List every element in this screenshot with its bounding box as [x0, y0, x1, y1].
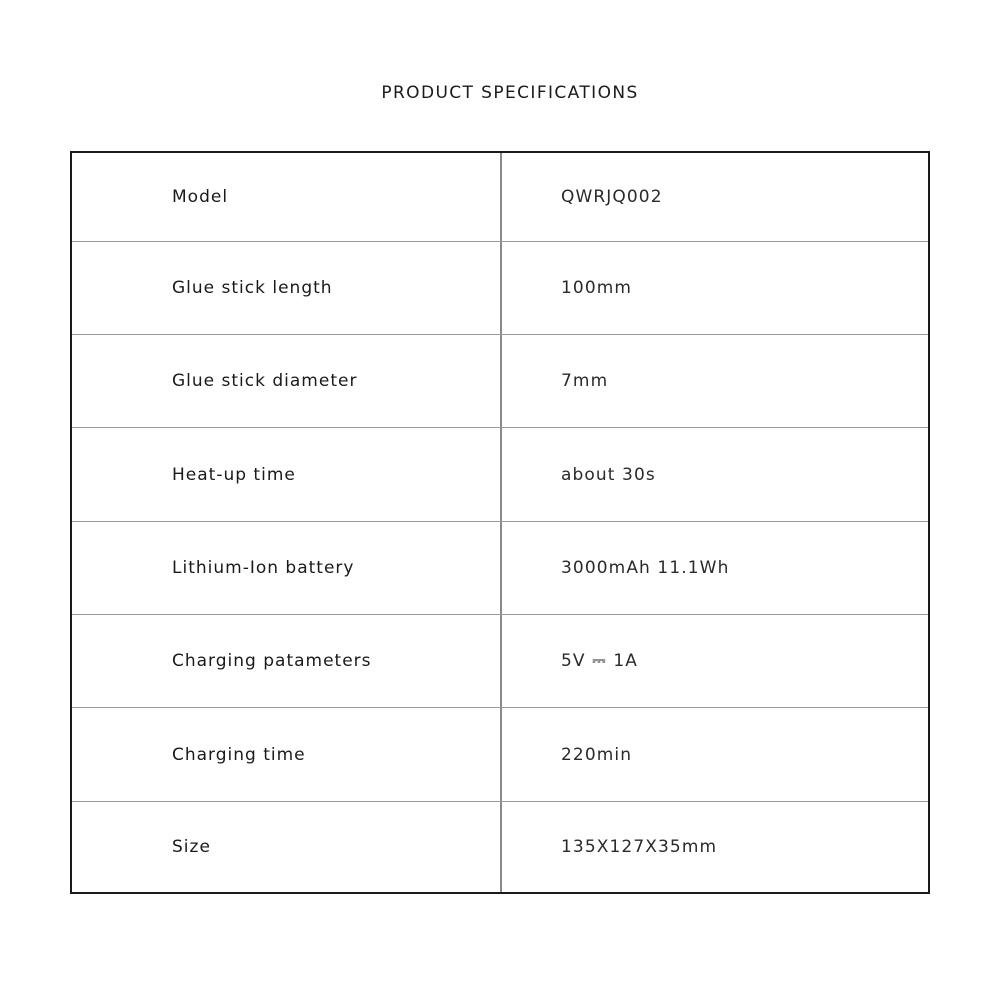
- spec-label: Charging patameters: [172, 651, 372, 671]
- spec-row-battery: [72, 522, 928, 615]
- spec-table: [70, 151, 930, 894]
- spec-label: Glue stick length: [172, 278, 333, 298]
- spec-row-model: [72, 153, 928, 242]
- spec-value: QWRJQ002: [561, 187, 663, 207]
- spec-value: 5V ⎓ 1A: [561, 651, 638, 671]
- spec-row-glue-stick-diameter: [72, 335, 928, 428]
- spec-label: Charging time: [172, 744, 306, 765]
- spec-value: 3000mAh 11.1Wh: [561, 558, 730, 578]
- spec-value: 100mm: [561, 278, 633, 298]
- spec-label: Model: [172, 187, 229, 207]
- spec-value: 220min: [561, 744, 633, 765]
- spec-row-heat-up-time: [72, 428, 928, 522]
- spec-row-size: [72, 802, 928, 892]
- page-title: PRODUCT SPECIFICATIONS: [381, 83, 639, 103]
- spec-label: Lithium-Ion battery: [172, 558, 355, 578]
- spec-value: 135X127X35mm: [561, 837, 718, 857]
- spec-value: about 30s: [561, 464, 656, 485]
- spec-label: Glue stick diameter: [172, 371, 358, 391]
- spec-row-glue-stick-length: [72, 242, 928, 335]
- spec-row-charging-parameters: [72, 615, 928, 708]
- spec-label: Heat-up time: [172, 464, 296, 485]
- spec-value: 7mm: [561, 371, 609, 391]
- spec-row-charging-time: [72, 708, 928, 802]
- spec-label: Size: [172, 837, 211, 857]
